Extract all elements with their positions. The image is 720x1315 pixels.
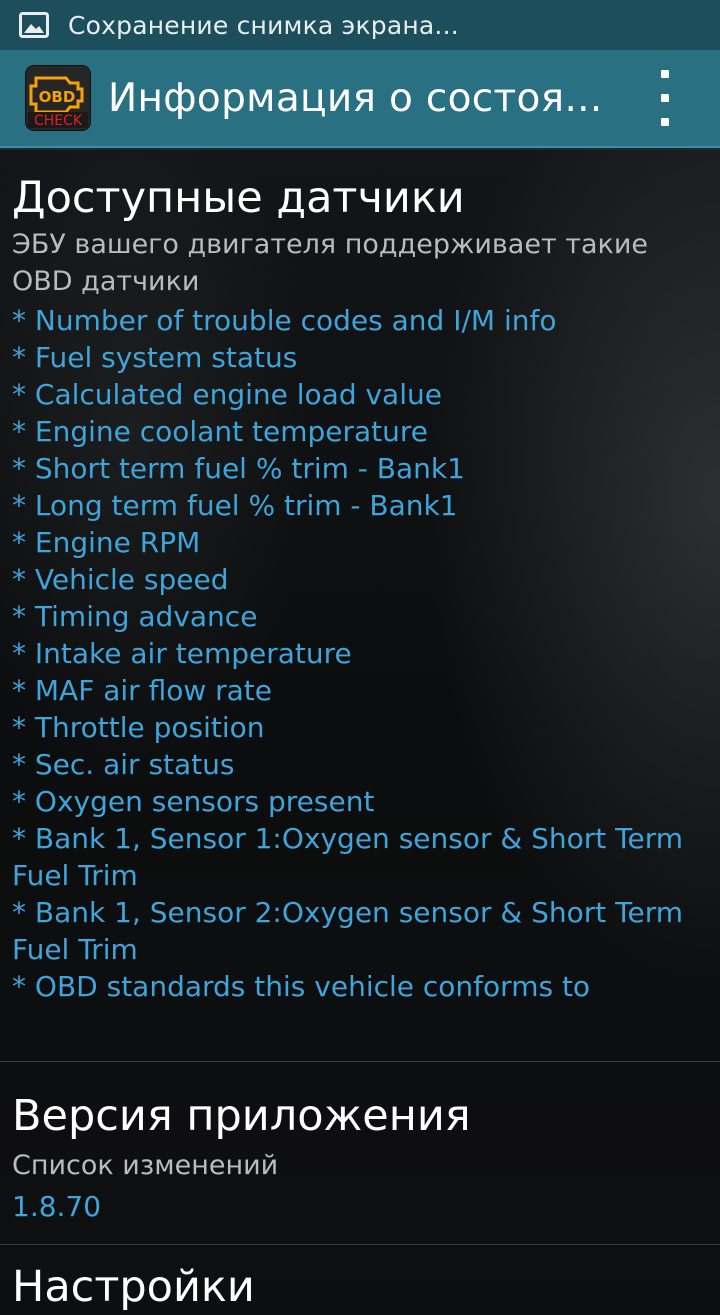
sensor-item: * Engine coolant temperature — [12, 415, 428, 448]
sensor-item: * Intake air temperature — [12, 637, 352, 670]
section-spacer — [12, 1005, 708, 1061]
sensor-item: * Short term fuel % trim - Bank1 — [12, 452, 465, 485]
sensor-item: * Oxygen sensors present — [12, 785, 375, 818]
settings-section[interactable] — [0, 1245, 720, 1315]
sensor-item: * Bank 1, Sensor 2:Oxygen sensor & Short Term Fuel Trim — [12, 896, 684, 966]
settings-title: Настройки — [12, 1262, 255, 1312]
sensor-item: * Calculated engine load value — [12, 378, 442, 411]
sensor-list — [12, 302, 708, 1005]
preferences-list[interactable] — [0, 152, 720, 1312]
sensor-item: * Sec. air status — [12, 748, 235, 781]
sensor-item: * Bank 1, Sensor 1:Oxygen sensor & Short Term Fuel Trim — [12, 822, 684, 892]
app-version-section[interactable] — [0, 1062, 720, 1244]
app-icon-label-obd: OBD — [38, 88, 76, 106]
available-sensors-summary: ЭБУ вашего двигателя поддерживает такие OBD датчики — [12, 229, 649, 297]
overflow-dot — [661, 118, 669, 126]
sensor-item: * Timing advance — [12, 600, 258, 633]
sensor-item: * Engine RPM — [12, 526, 201, 559]
app-version-title: Версия приложения — [12, 1091, 471, 1141]
available-sensors-title: Доступные датчики — [12, 173, 465, 223]
status-bar — [0, 0, 720, 50]
sensor-item: * Vehicle speed — [12, 563, 229, 596]
sensor-item: * Fuel system status — [12, 341, 298, 374]
obd-check-engine-icon[interactable] — [26, 66, 90, 130]
available-sensors-section[interactable] — [0, 152, 720, 1061]
sensor-item: * MAF air flow rate — [12, 674, 273, 707]
action-bar — [0, 50, 720, 146]
app-icon-label-check: CHECK — [33, 113, 83, 129]
sensor-item: * OBD standards this vehicle conforms to — [12, 970, 591, 1003]
overflow-menu-icon[interactable] — [650, 70, 680, 126]
page-title: Информация о состоя... — [108, 75, 603, 121]
overflow-dot — [661, 94, 669, 102]
sensor-item: * Long term fuel % trim - Bank1 — [12, 489, 458, 522]
sensor-item: * Throttle position — [12, 711, 265, 744]
status-notification-text: Сохранение снимка экрана... — [68, 10, 459, 40]
changelog-label: Список изменений — [12, 1150, 279, 1181]
app-version-value: 1.8.70 — [12, 1190, 102, 1223]
image-icon — [18, 11, 50, 39]
overflow-dot — [661, 70, 669, 78]
sensor-item: * Number of trouble codes and I/M info — [12, 304, 557, 337]
